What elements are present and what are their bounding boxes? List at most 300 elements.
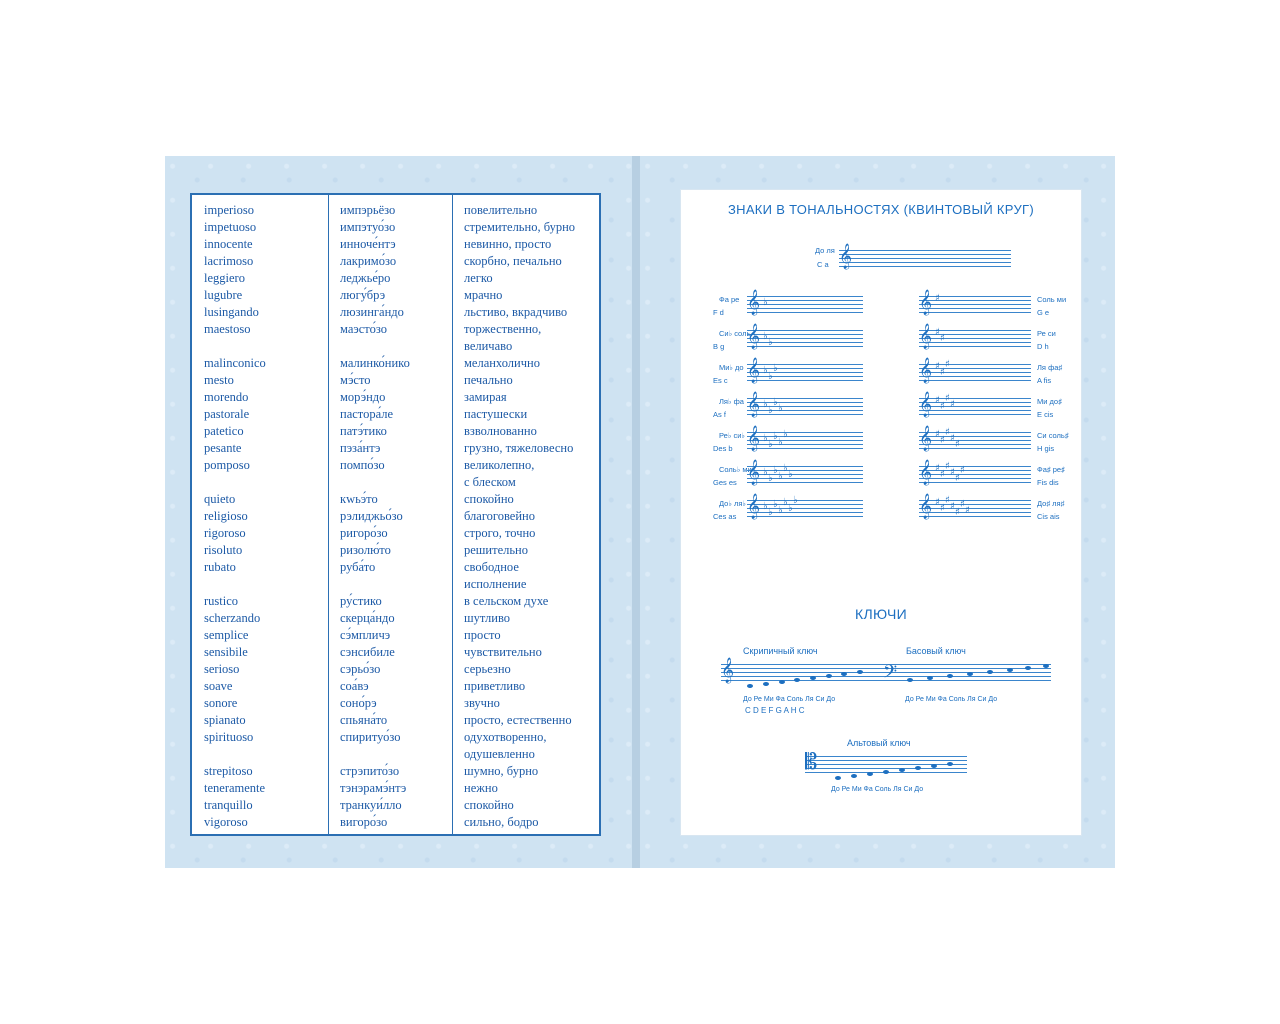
table-row: [192, 780, 599, 797]
note: [763, 682, 769, 686]
sharp-key-label-lat: A fis: [1037, 376, 1052, 385]
pronunciation: ру́стико: [340, 594, 382, 608]
translation: нежно: [464, 781, 498, 795]
table-row: [192, 525, 599, 542]
key-signatures-panel: [680, 189, 1082, 836]
sharp-icon: ♯: [950, 399, 955, 410]
staff-line: [919, 448, 1031, 449]
translation: серьезно: [464, 662, 511, 676]
table-row: [192, 559, 599, 576]
italian-term: pastorale: [204, 407, 250, 421]
table-row: [192, 406, 599, 423]
table-row: [192, 491, 599, 508]
italian-term: rigoroso: [204, 526, 246, 540]
translation: свободное: [464, 560, 519, 574]
terms-table: [190, 193, 601, 836]
sharp-icon: ♯: [940, 367, 945, 378]
translation: замирая: [464, 390, 507, 404]
pronunciation: мэ́сто: [340, 373, 371, 387]
italian-term: sensibile: [204, 645, 248, 659]
staff-line: [747, 346, 863, 347]
translation: просто: [464, 628, 501, 642]
sharp-icon: ♯: [940, 503, 945, 514]
staff-line: [805, 768, 967, 769]
translation: в сельском духе: [464, 594, 549, 608]
pronunciation: импэтуо́зо: [340, 220, 396, 234]
flat-icon: ♭: [773, 499, 778, 510]
sharp-icon: ♯: [950, 467, 955, 478]
staff-line: [919, 342, 1031, 343]
translation: с блеском: [464, 475, 516, 489]
treble-clef-label: Скрипичный ключ: [743, 646, 818, 656]
sharp-key-label-ru: Си соль♯: [1037, 431, 1069, 440]
note: [947, 762, 953, 766]
table-row: [192, 508, 599, 525]
treble-clef-icon: 𝄞: [919, 426, 933, 451]
flat-key-label-lat: Ges es: [713, 478, 737, 487]
clefs-title: КЛЮЧИ: [855, 606, 907, 622]
translation: спокойно: [464, 798, 514, 812]
table-row: [192, 729, 599, 746]
treble-clef-icon: 𝄞: [919, 290, 933, 315]
table-row: [192, 763, 599, 780]
pronunciation: ригоро́зо: [340, 526, 388, 540]
flat-icon: ♭: [773, 363, 778, 374]
keys-title: ЗНАКИ В ТОНАЛЬНОСТЯХ (КВИНТОВЫЙ КРУГ): [728, 202, 1034, 217]
pronunciation: сэ́мпличэ: [340, 628, 391, 642]
sharp-icon: ♯: [945, 427, 950, 438]
sharp-icon: ♯: [960, 499, 965, 510]
flat-icon: ♭: [773, 431, 778, 442]
table-row: [192, 355, 599, 372]
table-row: [192, 389, 599, 406]
treble-solfege: До Ре Ми Фа Соль Ля Си До: [743, 696, 836, 703]
staff-line: [747, 478, 863, 479]
treble-clef-icon: 𝄞: [747, 392, 761, 417]
note: [835, 776, 841, 780]
table-row: [192, 219, 599, 236]
staff-line: [919, 508, 1031, 509]
treble-clef-icon: 𝄞: [919, 494, 933, 519]
sharp-icon: ♯: [955, 439, 960, 450]
sharp-icon: ♯: [935, 463, 940, 474]
translation: просто, естественно: [464, 713, 572, 727]
pronunciation: руба́то: [340, 560, 376, 574]
pronunciation: ризолю́то: [340, 543, 391, 557]
flat-icon: ♭: [763, 399, 768, 410]
table-row: [192, 270, 599, 287]
table-row: [192, 338, 599, 355]
italian-term: soave: [204, 679, 233, 693]
staff-line: [747, 414, 863, 415]
pronunciation: спьяна́то: [340, 713, 388, 727]
italian-term: innocente: [204, 237, 253, 251]
pronunciation: пэза́нтэ: [340, 441, 381, 455]
flat-icon: ♭: [763, 467, 768, 478]
staff-line: [919, 338, 1031, 339]
italian-term: vigoroso: [204, 815, 248, 829]
italian-term: leggiero: [204, 271, 245, 285]
italian-term: religioso: [204, 509, 248, 523]
note: [794, 678, 800, 682]
bass-clef-icon: 𝄢: [883, 662, 898, 687]
table-row: [192, 253, 599, 270]
staff-line: [919, 312, 1031, 313]
note: [947, 674, 953, 678]
italian-term: mesto: [204, 373, 234, 387]
italian-term: maestoso: [204, 322, 251, 336]
staff-line: [919, 516, 1031, 517]
note: [810, 676, 816, 680]
treble-clef-icon: 𝄞: [747, 290, 761, 315]
translation: сильно, бодро: [464, 815, 539, 829]
staff-line: [747, 308, 863, 309]
staff-line: [919, 376, 1031, 377]
flat-icon: ♭: [763, 297, 768, 308]
flat-icon: ♭: [783, 429, 788, 440]
table-row: [192, 678, 599, 695]
staff-line: [919, 478, 1031, 479]
staff-line: [747, 512, 863, 513]
table-row: [192, 287, 599, 304]
treble-clef-icon: 𝄞: [919, 460, 933, 485]
sharp-icon: ♯: [940, 435, 945, 446]
translation: исполнение: [464, 577, 527, 591]
treble-clef-icon: 𝄞: [919, 392, 933, 417]
italian-term: teneramente: [204, 781, 266, 795]
sharp-icon: ♯: [945, 461, 950, 472]
sharp-icon: ♯: [950, 501, 955, 512]
sharp-icon: ♯: [945, 359, 950, 370]
italian-term: scherzando: [204, 611, 261, 625]
flat-key-label-lat: B g: [713, 342, 725, 351]
table-row: [192, 423, 599, 440]
staff-line: [919, 372, 1031, 373]
translation: льстиво, вкрадчиво: [464, 305, 568, 319]
staff-line: [747, 448, 863, 449]
table-row: [192, 542, 599, 559]
note: [883, 770, 889, 774]
pronunciation: стрэпито́зо: [340, 764, 400, 778]
italian-term: risoluto: [204, 543, 243, 557]
staff-line: [747, 342, 863, 343]
translation: одушевленно: [464, 747, 535, 761]
italian-term: lacrimoso: [204, 254, 254, 268]
staff-line: [747, 312, 863, 313]
staff-line: [919, 482, 1031, 483]
sharp-icon: ♯: [965, 505, 970, 516]
flat-icon: ♭: [773, 465, 778, 476]
flat-key-label-ru: Ми♭ до: [719, 363, 744, 372]
table-row: [192, 610, 599, 627]
pronunciation: спиритуо́зо: [340, 730, 401, 744]
pronunciation: соно́рэ: [340, 696, 377, 710]
treble-clef-icon: 𝄞: [721, 658, 735, 683]
sharp-key-label-lat: Fis dis: [1037, 478, 1059, 487]
staff-line: [919, 440, 1031, 441]
table-row: [192, 474, 599, 491]
pronunciation: сэрьо́зо: [340, 662, 381, 676]
bass-clef-label: Басовый ключ: [906, 646, 966, 656]
sharp-icon: ♯: [940, 469, 945, 480]
flat-key-label-lat: F d: [713, 308, 724, 317]
translation: шумно, бурно: [464, 764, 539, 778]
flat-icon: ♭: [788, 469, 793, 480]
note: [1007, 668, 1013, 672]
italian-term: patetico: [204, 424, 244, 438]
table-row: [192, 457, 599, 474]
sharp-icon: ♯: [960, 465, 965, 476]
translation: торжественно,: [464, 322, 542, 336]
italian-term: tranquillo: [204, 798, 253, 812]
flat-key-label-ru: Фа ре: [719, 295, 740, 304]
sharp-key-label-ru: Соль ми: [1037, 295, 1067, 304]
treble-clef-icon: 𝄞: [747, 494, 761, 519]
flat-icon: ♭: [763, 501, 768, 512]
staff-line: [919, 444, 1031, 445]
italian-term: spianato: [204, 713, 246, 727]
table-row: [192, 814, 599, 831]
note: [1025, 666, 1031, 670]
italian-term: spirituoso: [204, 730, 254, 744]
sharp-key-label-ru: Ре си: [1037, 329, 1056, 338]
sharp-icon: ♯: [935, 293, 940, 304]
italian-term: semplice: [204, 628, 249, 642]
flat-icon: ♭: [778, 471, 783, 482]
sharp-key-label-lat: D h: [1037, 342, 1049, 351]
staff-line: [919, 346, 1031, 347]
pronunciation: люзинга́ндо: [340, 305, 404, 319]
pronunciation: леджье́ро: [340, 271, 391, 285]
treble-clef-icon: 𝄞: [839, 244, 853, 269]
sharp-key-label-lat: H gis: [1037, 444, 1055, 453]
sharp-icon: ♯: [945, 393, 950, 404]
italian-term: sonore: [204, 696, 238, 710]
flat-key-label-lat: As f: [713, 410, 726, 419]
table-row: [192, 236, 599, 253]
treble-clef-icon: 𝄞: [919, 358, 933, 383]
italian-term: impetuoso: [204, 220, 257, 234]
translation: спокойно: [464, 492, 514, 506]
translation: грузно, тяжеловесно: [464, 441, 574, 455]
italian-term: strepitoso: [204, 764, 253, 778]
note: [967, 672, 973, 676]
table-row: [192, 321, 599, 338]
staff-line: [839, 262, 1011, 263]
sharp-icon: ♯: [940, 401, 945, 412]
flat-icon: ♭: [768, 507, 773, 518]
flat-icon: ♭: [778, 505, 783, 516]
table-row: [192, 746, 599, 763]
pronunciation: лакримо́зо: [340, 254, 397, 268]
sharp-icon: ♯: [955, 473, 960, 484]
staff-line: [919, 474, 1031, 475]
translation: решительно: [464, 543, 529, 557]
table-row: [192, 304, 599, 321]
translation: благоговейно: [464, 509, 535, 523]
sharp-icon: ♯: [940, 333, 945, 344]
sharp-key-label-lat: G e: [1037, 308, 1050, 317]
table-row: [192, 712, 599, 729]
translation: невинно, просто: [464, 237, 552, 251]
staff-line: [919, 380, 1031, 381]
italian-term: morendo: [204, 390, 249, 404]
pronunciation: пастора́ле: [340, 407, 394, 421]
sharp-key-label-ru: Ля фа♯: [1037, 363, 1063, 372]
staff-line: [919, 406, 1031, 407]
staff-line: [747, 410, 863, 411]
flat-icon: ♭: [783, 463, 788, 474]
table-row: [192, 202, 599, 219]
staff-line: [747, 380, 863, 381]
note: [826, 674, 832, 678]
pronunciation: скерца́ндо: [340, 611, 395, 625]
flat-icon: ♭: [768, 405, 773, 416]
italian-term: lugubre: [204, 288, 243, 302]
pronunciation: рэлиджьо́зо: [340, 509, 403, 523]
flat-icon: ♭: [768, 337, 773, 348]
note: [927, 676, 933, 680]
flat-icon: ♭: [788, 503, 793, 514]
staff-line: [919, 414, 1031, 415]
sharp-icon: ♯: [935, 327, 940, 338]
flat-icon: ♭: [763, 331, 768, 342]
flat-icon: ♭: [773, 397, 778, 408]
table-row: [192, 661, 599, 678]
pronunciation: малинко́нико: [340, 356, 410, 370]
treble-letters: C D E F G A H C: [745, 706, 805, 715]
flat-key-label-ru: Ля♭ фа: [719, 397, 744, 406]
sharp-icon: ♯: [950, 433, 955, 444]
note: [1043, 664, 1049, 668]
italian-term: lusingando: [204, 305, 259, 319]
translation: строго, точно: [464, 526, 536, 540]
pronunciation: импэрьёзо: [340, 203, 396, 217]
staff-line: [919, 410, 1031, 411]
note: [841, 672, 847, 676]
translation: взволнованно: [464, 424, 537, 438]
note: [779, 680, 785, 684]
pronunciation: помпо́зо: [340, 458, 385, 472]
flat-key-label-ru: Ре♭ си♭: [719, 431, 745, 440]
translation: великолепно,: [464, 458, 535, 472]
table-row: [192, 644, 599, 661]
sharp-key-label-lat: E cis: [1037, 410, 1054, 419]
pronunciation: транкуи́лло: [340, 798, 402, 812]
translation: стремительно, бурно: [464, 220, 576, 234]
table-row: [192, 797, 599, 814]
translation: пастушески: [464, 407, 528, 421]
pronunciation: тэнэрамэ́нтэ: [340, 781, 407, 795]
treble-clef-icon: 𝄞: [747, 460, 761, 485]
pronunciation: инноче́нтэ: [340, 237, 396, 251]
translation: скорбно, печально: [464, 254, 562, 268]
translation: одухотворенно,: [464, 730, 547, 744]
flat-icon: ♭: [783, 497, 788, 508]
note: [867, 772, 873, 776]
key-label-ru: До ля: [815, 246, 835, 255]
sharp-key-label-lat: Cis ais: [1037, 512, 1060, 521]
note: [987, 670, 993, 674]
note: [851, 774, 857, 778]
flat-key-label-ru: Си♭ соль: [719, 329, 751, 338]
pronunciation: кwьэ́то: [340, 492, 378, 506]
flat-icon: ♭: [778, 437, 783, 448]
treble-clef-icon: 𝄞: [919, 324, 933, 349]
sharp-icon: ♯: [935, 361, 940, 372]
pronunciation: сэнсибиле: [340, 645, 395, 659]
note: [747, 684, 753, 688]
sharp-key-label-ru: Ми до♯: [1037, 397, 1062, 406]
note: [915, 766, 921, 770]
note: [907, 678, 913, 682]
translation: меланхолично: [464, 356, 540, 370]
italian-term: pesante: [204, 441, 242, 455]
alto-clef-label: Альтовый ключ: [847, 738, 911, 748]
flat-icon: ♭: [768, 371, 773, 382]
flat-icon: ♭: [778, 403, 783, 414]
sharp-icon: ♯: [935, 497, 940, 508]
italian-term: pomposo: [204, 458, 250, 472]
staff-line: [839, 250, 1011, 251]
staff-line: [747, 516, 863, 517]
staff-line: [919, 304, 1031, 305]
key-label-lat: C a: [817, 260, 829, 269]
pronunciation: маэсто́зо: [340, 322, 387, 336]
translation: величаво: [464, 339, 513, 353]
table-row: [192, 372, 599, 389]
translation: приветливо: [464, 679, 526, 693]
staff-line: [747, 444, 863, 445]
translation: печально: [464, 373, 513, 387]
sharp-key-label-ru: Фа♯ ре♯: [1037, 465, 1065, 474]
table-row: [192, 593, 599, 610]
alto-solfege: До Ре Ми Фа Соль Ля Си До: [831, 786, 924, 793]
flat-icon: ♭: [768, 473, 773, 484]
sharp-icon: ♯: [935, 429, 940, 440]
translation: повелительно: [464, 203, 538, 217]
staff-line: [919, 308, 1031, 309]
sharp-icon: ♯: [945, 495, 950, 506]
staff-line: [919, 512, 1031, 513]
staff-line: [839, 258, 1011, 259]
sharp-key-label-ru: До♯ ля♯: [1037, 499, 1065, 508]
italian-term: imperioso: [204, 203, 254, 217]
staff-line: [805, 760, 967, 761]
translation: легко: [464, 271, 493, 285]
treble-clef-icon: 𝄞: [747, 358, 761, 383]
note: [857, 670, 863, 674]
staff-line: [747, 376, 863, 377]
treble-clef-icon: 𝄞: [747, 426, 761, 451]
note: [899, 768, 905, 772]
flat-icon: ♭: [763, 365, 768, 376]
staff-c-major: [839, 250, 1011, 266]
treble-clef-icon: 𝄞: [747, 324, 761, 349]
flat-icon: ♭: [768, 439, 773, 450]
alto-clef-icon: 𝄡: [805, 750, 818, 775]
translation: шутливо: [464, 611, 511, 625]
translation: звучно: [464, 696, 500, 710]
italian-term: serioso: [204, 662, 240, 676]
bass-solfege: До Ре Ми Фа Соль Ля Си До: [905, 696, 998, 703]
translation: чувствительно: [464, 645, 542, 659]
pronunciation: соа́вэ: [340, 679, 369, 693]
table-row: [192, 576, 599, 593]
flat-key-label-lat: Ces as: [713, 512, 737, 521]
sharp-icon: ♯: [955, 507, 960, 518]
staff-line: [747, 482, 863, 483]
